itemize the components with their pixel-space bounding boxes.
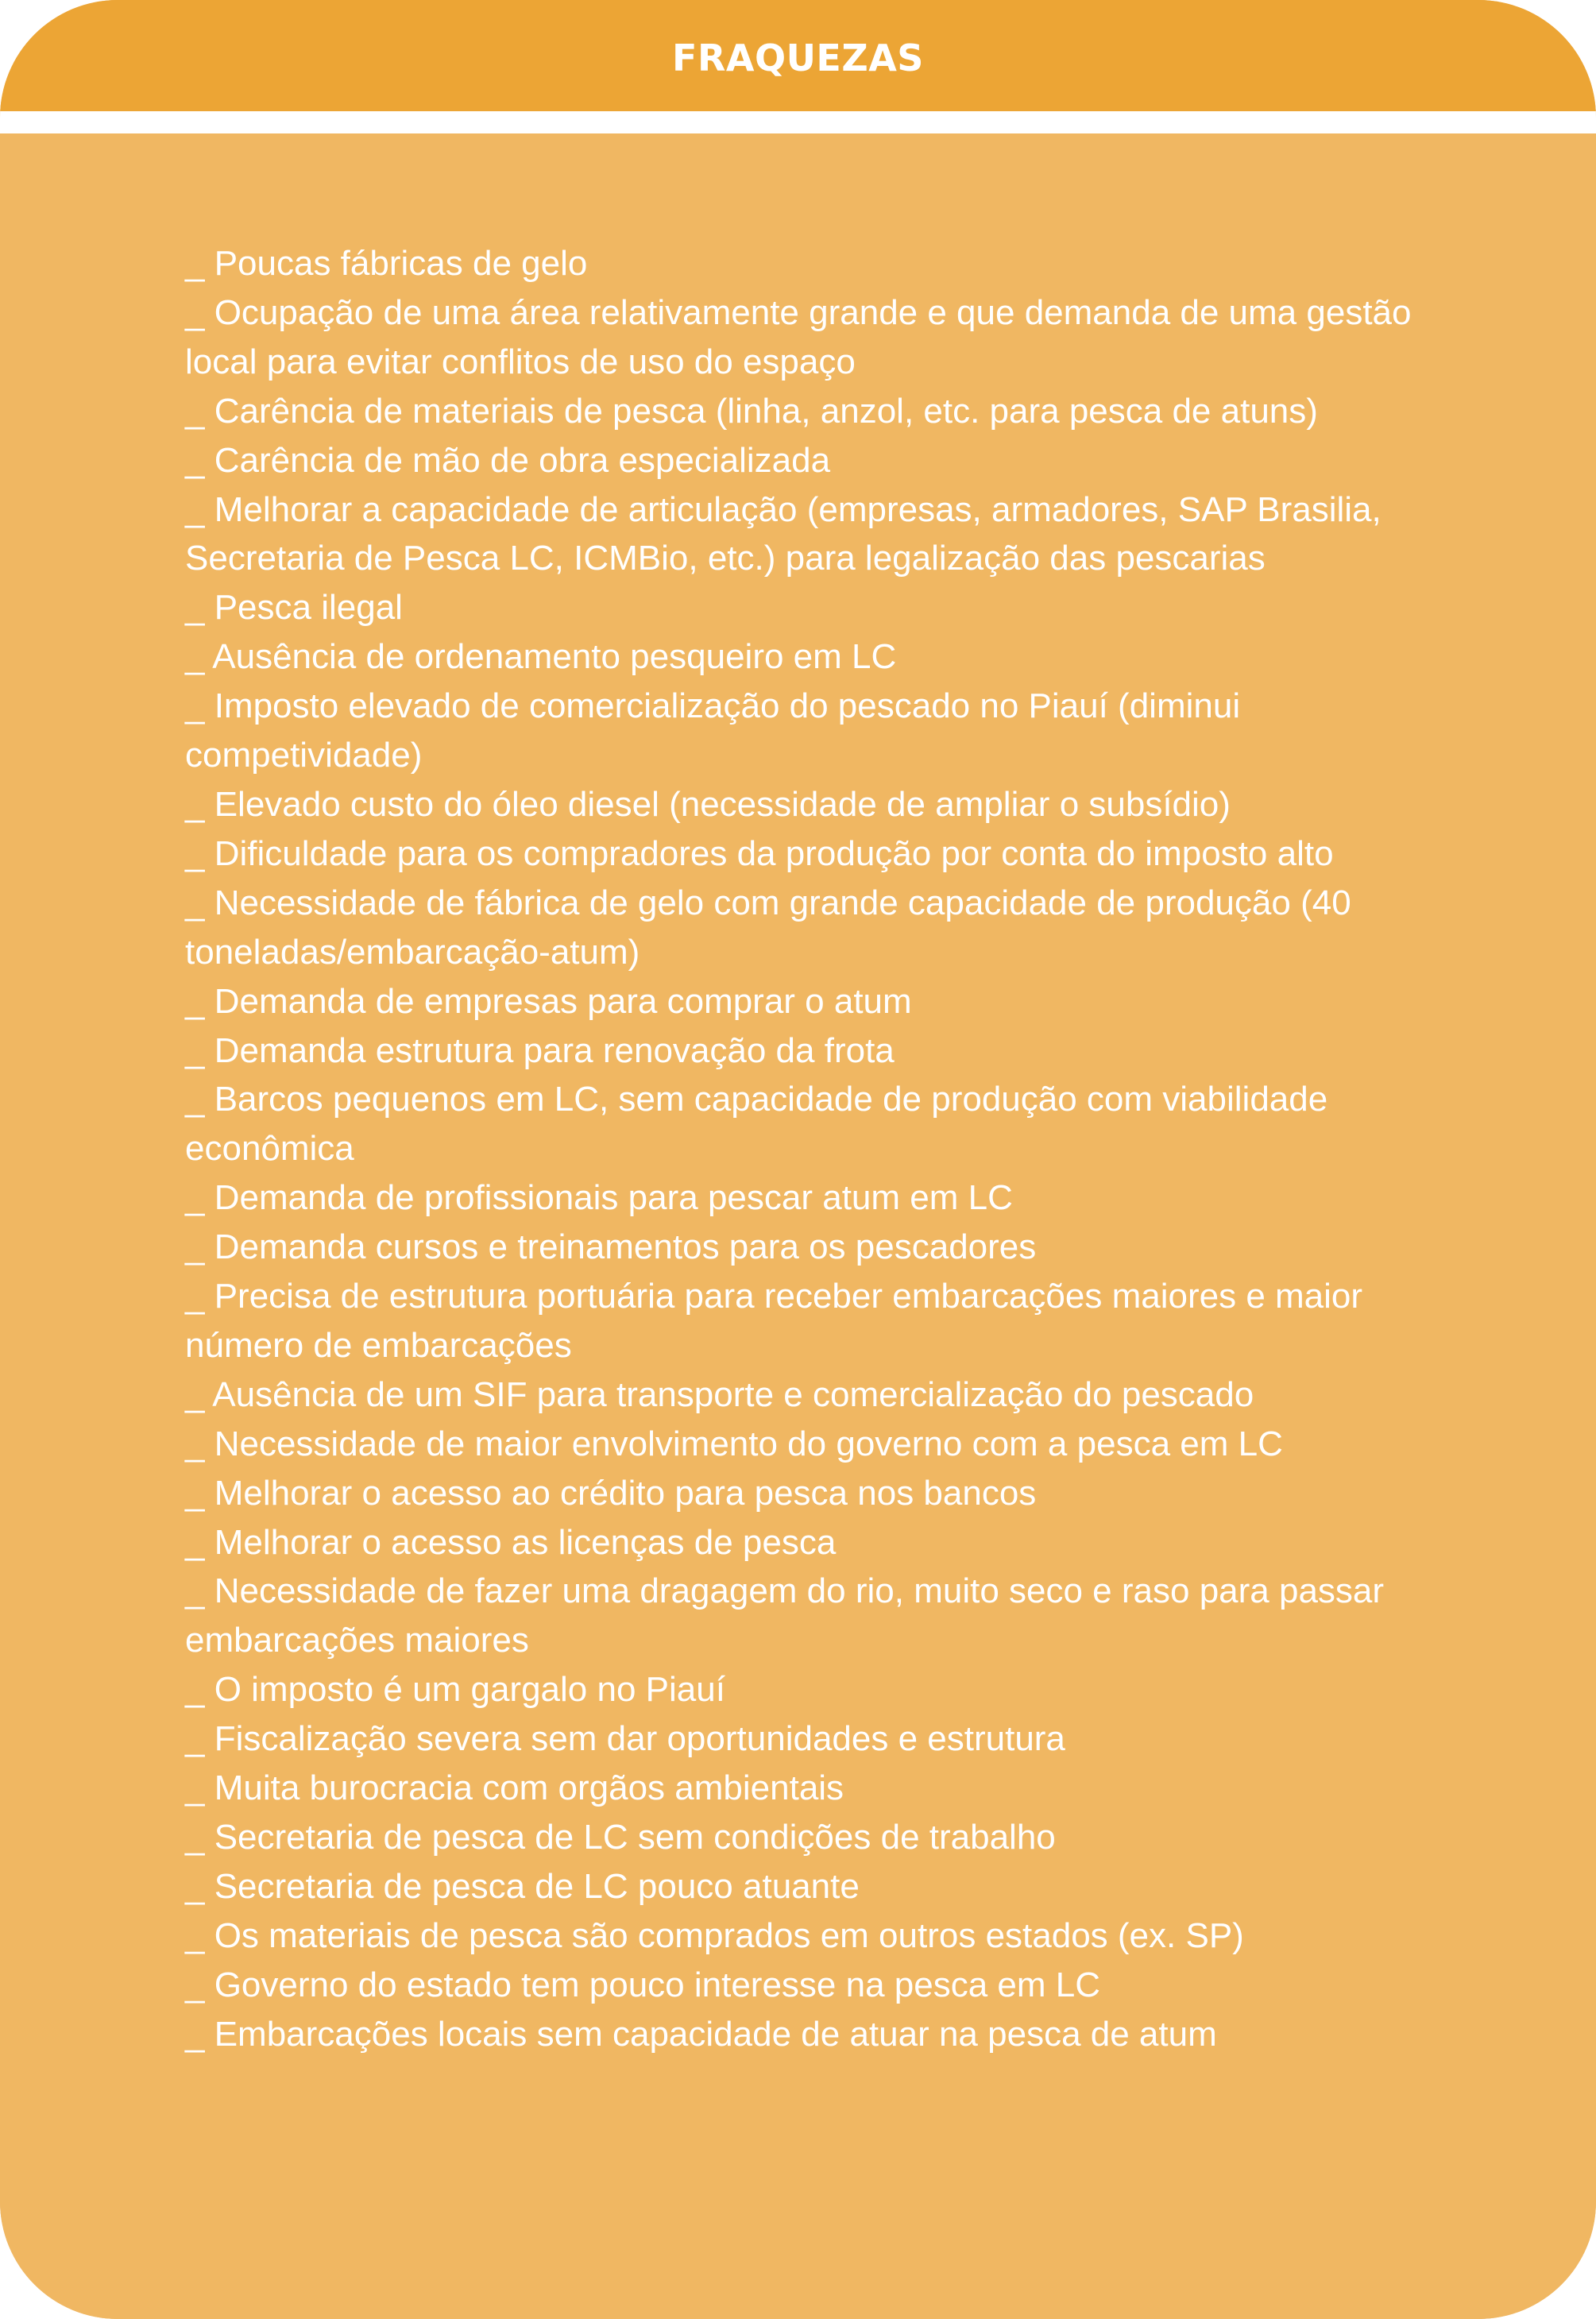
list-item: _ Precisa de estrutura portuária para receber embarcações maiores e maior número de embarcações (185, 1277, 1363, 1365)
list-item: _ Demanda de profissionais para pescar atum em LC (185, 1178, 1013, 1218)
list-item: _ Demanda cursos e treinamentos para os pescadores (185, 1227, 1037, 1267)
list-item: _ Necessidade de fábrica de gelo com grande capacidade de produção (40 toneladas/embarcação-atum) (185, 883, 1351, 972)
list-item: _ Carência de materiais de pesca (linha, anzol, etc. para pesca de atuns) (185, 391, 1318, 431)
card-header (0, 0, 1596, 111)
list-item: _ Necessidade de fazer uma dragagem do rio, muito seco e raso para passar embarcações maiores (185, 1571, 1385, 1660)
list-item: _ Imposto elevado de comercialização do pescado no Piauí (diminui competividade) (185, 686, 1241, 775)
list-item: _ Governo do estado tem pouco interesse na pesca em LC (185, 1965, 1101, 2004)
list-item: _ Barcos pequenos em LC, sem capacidade de produção com viabilidade econômica (185, 1080, 1328, 1169)
list-item: _ Ausência de um SIF para transporte e comercialização do pescado (185, 1374, 1254, 1414)
list-item: _ Elevado custo do óleo diesel (necessidade de ampliar o subsídio) (185, 784, 1231, 824)
card-body (0, 133, 1596, 2319)
list-item: _ Muita burocracia com orgãos ambientais (185, 1768, 844, 1808)
list-item: _ Ausência de ordenamento pesqueiro em LC (185, 637, 897, 677)
list-item: _ Necessidade de maior envolvimento do governo com a pesca em LC (185, 1424, 1283, 1463)
list-item: _ Pesca ilegal (185, 588, 403, 628)
list-item: _ O imposto é um gargalo no Piauí (185, 1670, 725, 1710)
list-item: _ Fiscalização severa sem dar oportunidades e estrutura (185, 1719, 1065, 1759)
list-item: _ Demanda estrutura para renovação da frota (185, 1030, 895, 1070)
list-item: _ Carência de mão de obra especializada (185, 440, 831, 480)
list-item: _ Poucas fábricas de gelo (185, 244, 588, 283)
list-item: _ Demanda de empresas para comprar o atum (185, 981, 912, 1021)
list-item: _ Melhorar o acesso ao crédito para pesca nos bancos (185, 1473, 1037, 1513)
list-item: _ Melhorar a capacidade de articulação (empresas, armadores, SAP Brasilia, Secretaria de Pesca LC, ICMBio, etc.) para legalização das pescarias (185, 489, 1382, 578)
list-item: _ Melhorar o acesso as licenças de pesca (185, 1522, 837, 1562)
card-title: FRAQUEZAS (672, 37, 924, 79)
list-item: _ Dificuldade para os compradores da produção por conta do imposto alto (185, 833, 1334, 873)
list-item: _ Ocupação de uma área relativamente grande e que demanda de uma gestão local para evitar conflitos de uso do espaço (185, 292, 1412, 381)
list-item: _ Secretaria de pesca de LC pouco atuante (185, 1866, 860, 1906)
header-divider (0, 111, 1596, 133)
weaknesses-list (185, 239, 1424, 2059)
list-item: _ Embarcações locais sem capacidade de atuar na pesca de atum (185, 2014, 1217, 2054)
list-item: _ Secretaria de pesca de LC sem condições de trabalho (185, 1818, 1056, 1857)
list-item: _ Os materiais de pesca são comprados em outros estados (ex. SP) (185, 1915, 1244, 1955)
